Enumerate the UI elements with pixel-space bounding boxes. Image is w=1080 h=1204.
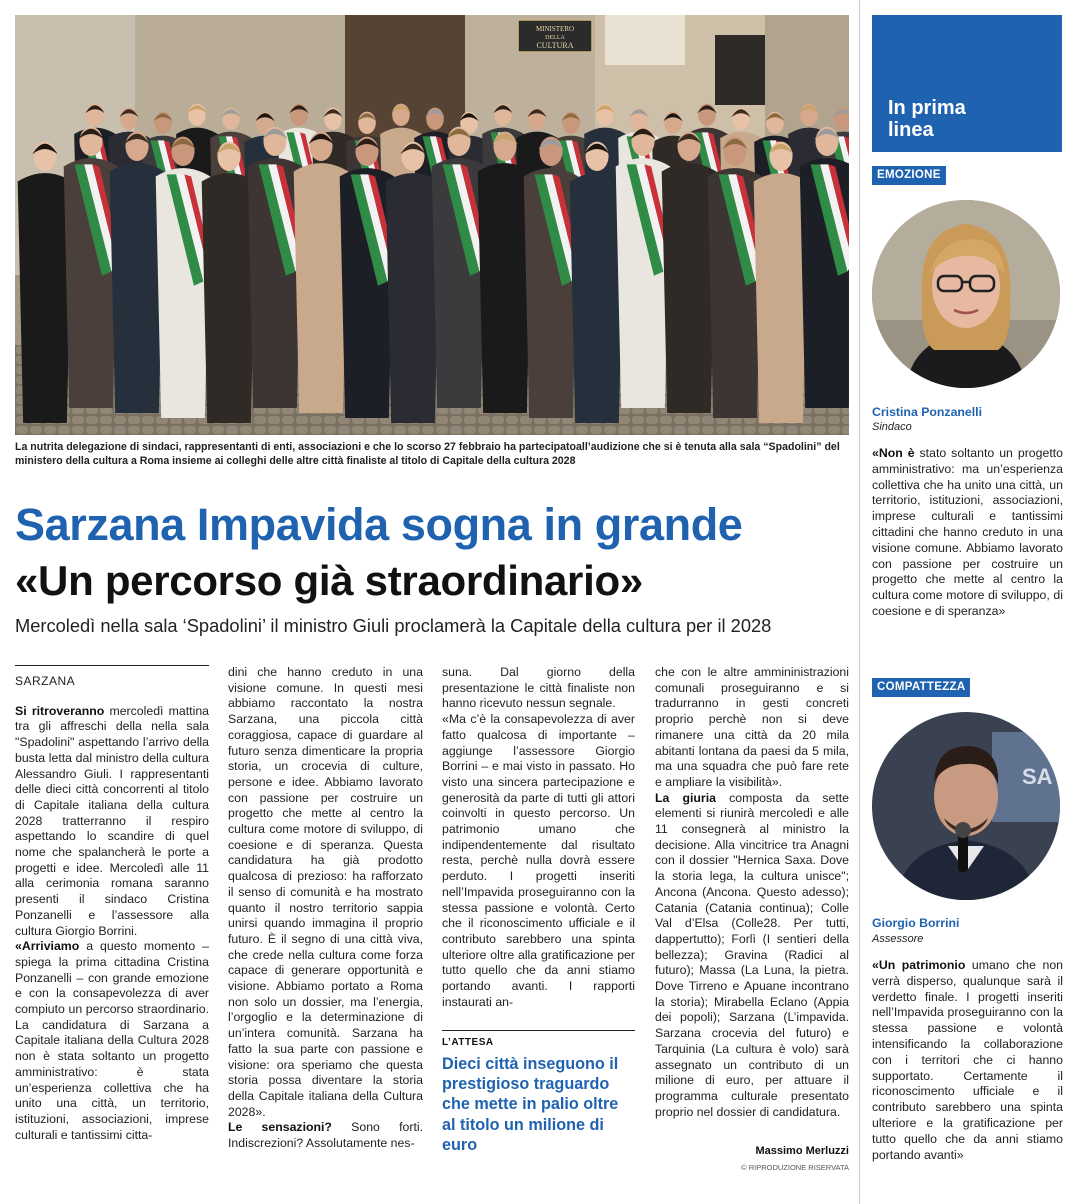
paragraph-text: mercoledì mattina tra gli affreschi della nella sala "Spadolini" aspettando l’arrivo della busta letta dal ministro della cultura Alessandro Giuli. I rappresentanti delle dieci città concorrenti al titolo di Capitale italiana della cultura 2028 tratterranno il respiro aspettando lo scandire di quel nome che spalancherà le porte a progetti e idee. Mercoledì alle 11 alla cerimonia romana saranno presenti il sindaco Cristina Ponzanelli e l’assessore alla cultura Giorgio Borrini. bbox=[15, 703, 209, 938]
article-column-3 bbox=[442, 665, 635, 1010]
quote-lead: «Un patrimonio bbox=[872, 958, 966, 972]
tag-emozione: EMOZIONE bbox=[872, 166, 946, 185]
paragraph-text: composta da sette elementi si riunirà mercoledì e alle 11 consegnerà al ministro la decisione. Alla vincitrice tra Anagni con il dossier "Hernica Saxa. Dove la storia lega, la cultura unisce"; Ancona (Ancona. Questo adesso); Catania (Catania continua); Colle Val d’Elsa (Colle28. Per tutti, dappertutto); Forlì (I sentieri della bellezza); Gravina (Radici al futuro); Massa (La Luna, la pietra. Dove Tirreno e Apuane incontrano la storia); Mirabella Eclano (Appia dei popoli); Sarzana (L’impavida. Sarzana crocevia del futuro) e Tarquinia (La cultura è volo) sarà assegnato un contributo di un milione di euro, per attuare il programma culturale presentato proprio nel dossier di candidatura. bbox=[655, 790, 850, 1119]
portrait-ponzanelli bbox=[872, 200, 1060, 388]
tag-compattezza: COMPATTEZZA bbox=[872, 678, 970, 697]
paragraph-text: Sono forti. Indiscrezioni? Assolutamente nes- bbox=[228, 1120, 424, 1151]
sidebar-header bbox=[872, 15, 1062, 152]
svg-text:SA: SA bbox=[1022, 764, 1053, 789]
svg-text:CULTURA: CULTURA bbox=[536, 41, 574, 50]
paragraph-text: a questo momento – spiega la prima cittadina Cristina Ponzanelli – con grande emozione e con la consapevolezza di aver compiuto un percorso straordinario. La candidatura di Sarzana a Capitale italiana della Cultura 2028 non è stata soltanto un progetto amministrativo: è stata un’esperienza collettiva che ha unito una città, un territorio, istituzioni, associazioni, imprese culturali e tantissimi citta- bbox=[15, 939, 209, 1142]
attesa-title: Dieci città inseguono il prestigioso traguardo che mette in palio oltre al titolo un milione di euro bbox=[442, 1055, 619, 1154]
author-byline: Massimo Merluzzi bbox=[755, 1145, 849, 1157]
sidebar-title-text: In prima linea bbox=[888, 97, 966, 141]
paragraph-lead: Le sensazioni? bbox=[228, 1120, 332, 1135]
paragraph-text: suna. Dal giorno della presentazione le città finaliste non hanno ricevuto nessun segnale. bbox=[442, 665, 635, 711]
column-divider bbox=[859, 0, 860, 1204]
profile-name: Cristina Ponzanelli bbox=[872, 405, 983, 419]
attesa-label: L’ATTESA bbox=[442, 1037, 494, 1048]
portrait-borrini bbox=[872, 712, 1060, 900]
paragraph-text: dini che hanno creduto in una visione comune. In questi mesi abbiamo raccontato la nostra Sarzana, una piccola città coraggiosa, capace di guardare al futuro senza dimenticare la propria storia, un crocevia di culture, persone e idee. Abbiamo lavorato con passione per costruire un progetto che mette al centro la cultura come motore di sviluppo, di coesione e di speranza. Questa candidatura ha già prodotto qualcosa di prezioso: ha rafforzato il senso di comunità e ha mostrato quanto il nostro territorio sappia unirsi quando immagina il proprio futuro. È il segno di una città viva, che crede nella cultura come forza capace di generare opportunità e visione. Abbiamo portato a Roma non solo un dossier, ma l’energia, l’orgoglio e la determinazione di un’intera comunità. Sarzana ha fatto la sua parte con passione e visione: ora speriamo che questa storia possa diventare la storia della Capitale italiana della Cultura 2028». bbox=[228, 665, 423, 1119]
article-column-1 bbox=[15, 665, 209, 1143]
paragraph-lead: «Arriviamo bbox=[15, 939, 80, 954]
dateline: SARZANA bbox=[15, 665, 209, 690]
paragraph-lead: Si ritroveranno bbox=[15, 703, 105, 718]
sidebar-title bbox=[888, 97, 978, 141]
profile-quote bbox=[872, 958, 1063, 1163]
quote-lead: «Non è bbox=[872, 446, 915, 460]
profile-quote bbox=[872, 446, 1063, 620]
delegation-photo bbox=[15, 15, 849, 435]
quote-text: umano che non verrà disperso, qualunque sarà il verdetto finale. I progetti inseriti nell’Impavida proseguiranno con la stessa passione e volontà intensificando la collaborazione con i territori che ci hanno supportato. Certamente il riconoscimento ufficiale e il contributo sarebbero una spinta ulteriore e la gratificazione per tutto quello che da anni stiamo portando avanti» bbox=[872, 958, 1063, 1162]
attesa-box bbox=[442, 1030, 635, 1155]
profile-role: Assessore bbox=[872, 933, 924, 945]
article-column-2 bbox=[228, 665, 423, 1152]
paragraph-text: che con le altre ammininistrazioni comunali proseguiranno e si tradurranno in gesti concreti proprio perchè non si deve rimanere una città da 20 mila abitanti lontana da paesi da 5 mila, ma una squadra che può fare rete e ampliare la visibilità». bbox=[655, 665, 849, 789]
copyright-notice: © RIPRODUZIONE RISERVATA bbox=[741, 1163, 849, 1172]
kicker: Mercoledì nella sala ‘Spadolini’ il ministro Giuli proclamerà la Capitale della cultura per il 2028 bbox=[15, 615, 772, 636]
profile-name: Giorgio Borrini bbox=[872, 916, 960, 930]
subheadline: «Un percorso già straordinario» bbox=[15, 557, 643, 604]
ministry-sign-line1: MINISTERO bbox=[535, 25, 575, 33]
photo-caption: La nutrita delegazione di sindaci, rappresentanti di enti, associazioni e che lo scorso 27 febbraio ha partecipatoall’audizione che si è tenuta alla sala “Spadolini” del ministero della cultura a Roma insieme ai colleghi delle altre città finaliste al titolo di Capitale della cultura 2028 bbox=[15, 441, 840, 467]
svg-text:DELLA: DELLA bbox=[545, 35, 565, 41]
paragraph-text: «Ma c’è la consapevolezza di aver fatto qualcosa di importante – aggiunge l’assessore Giorgio Borrini – e mai visto in passato. Ho visto una sincera partecipazione e generosità da parte di tutti gli attori coinvolti in questo percorso. Un patrimonio umano che indipendentemente dal risultato resta, perchè nulla dovrà essere perduto. I progetti inseriti nell’Impavida proseguiranno con la stessa passione e volontà. Certo che il riconoscimento ufficiale e il contributo sarebbero una spinta ulteriore oltre alla gratificazione per tutto quello che da anni stiamo portando avanti. I rapporti instaurati an- bbox=[442, 712, 635, 1009]
article-column-4 bbox=[655, 665, 849, 1120]
quote-text: stato soltanto un progetto amministrativo: ma un’esperienza collettiva che ha unito una città, un territorio, istituzioni, associazioni, imprese culturali e tantissimi cittadini che hanno creduto in una visione comune. Abbiamo lavorato con passione per costruire un progetto che mette al centro la cultura come motore di sviluppo, di coesione e di speranza» bbox=[872, 446, 1063, 618]
profile-role: Sindaco bbox=[872, 421, 912, 433]
headline: Sarzana Impavida sogna in grande bbox=[15, 499, 743, 550]
paragraph-lead: La giuria bbox=[655, 790, 716, 805]
